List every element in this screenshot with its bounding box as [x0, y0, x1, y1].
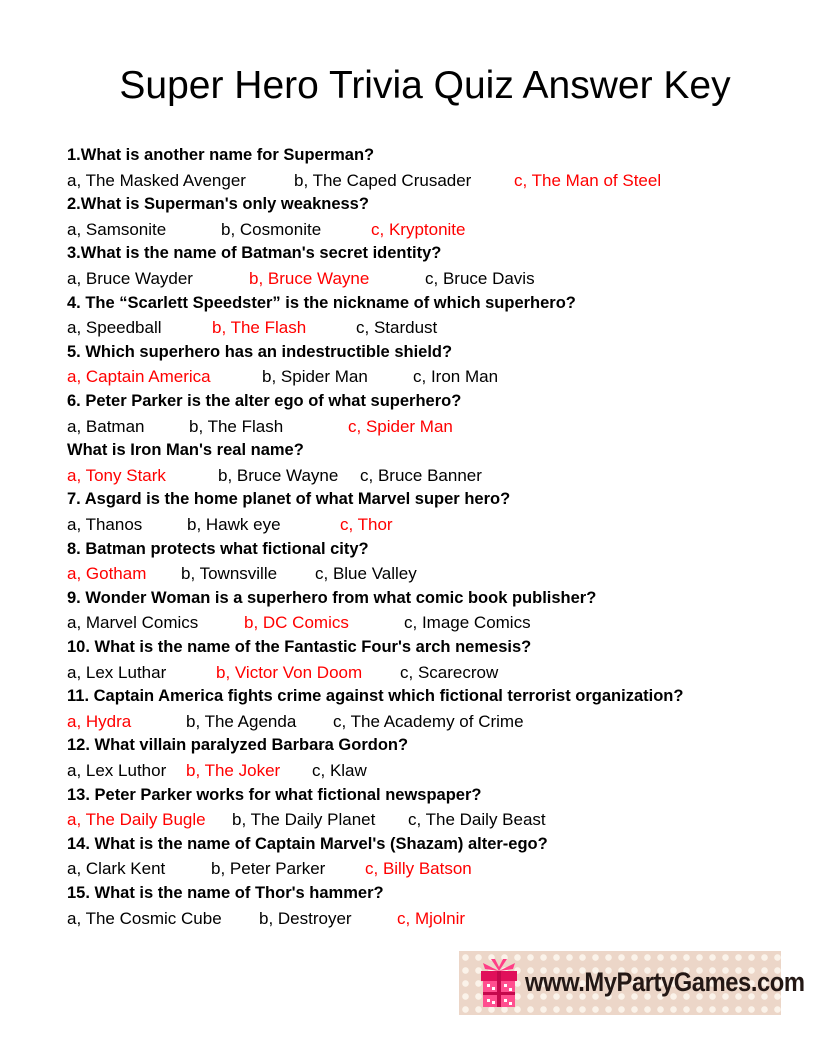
- answer-option: b, The Flash: [189, 416, 284, 436]
- answer-option: c, The Daily Beast: [408, 810, 546, 830]
- answer-option: b, Townsville: [181, 564, 278, 584]
- correct-answer: a, Captain America: [67, 367, 211, 387]
- question-text: 13. Peter Parker works for what fictional newspaper?: [67, 785, 482, 804]
- answer-option: b, Spider Man: [262, 367, 368, 387]
- question-text: 9. Wonder Woman is a superhero from what comic book publisher?: [67, 588, 597, 607]
- correct-answer: c, Mjolnir: [397, 908, 466, 928]
- question-text: 10. What is the name of the Fantastic Four's arch nemesis?: [67, 638, 532, 656]
- question-text: 8. Batman protects what fictional city?: [67, 539, 369, 558]
- logo-text: www.MyPartyGames.com: [525, 967, 805, 997]
- answer-option: a, The Cosmic Cube: [67, 908, 222, 928]
- page-title: Super Hero Trivia Quiz Answer Key: [119, 64, 731, 107]
- correct-answer: b, Victor Von Doom: [216, 662, 363, 682]
- question-text: 14. What is the name of Captain Marvel's (Shazam) alter-ego?: [67, 834, 548, 853]
- answer-option: c, Stardust: [356, 318, 438, 338]
- answer-option: b, The Daily Planet: [232, 810, 376, 830]
- correct-answer: c, Thor: [340, 515, 393, 534]
- question-text: 11. Captain America fights crime against which fictional terrorist organization?: [67, 687, 684, 706]
- question-text: 15. What is the name of Thor's hammer?: [67, 884, 384, 902]
- answer-option: c, Iron Man: [413, 367, 499, 387]
- correct-answer: a, Gotham: [67, 564, 147, 584]
- question-text: 4. The “Scarlett Speedster” is the nickname of which superhero?: [67, 293, 576, 312]
- answer-option: b, Destroyer: [259, 908, 352, 928]
- answer-option: b, Peter Parker: [211, 859, 326, 879]
- answer-option: a, Thanos: [67, 515, 143, 534]
- answer-option: b, The Agenda: [186, 711, 297, 731]
- answer-option: c, Image Comics: [404, 613, 531, 633]
- correct-answer: b, The Joker: [186, 761, 281, 780]
- correct-answer: c, The Man of Steel: [514, 170, 662, 190]
- answer-option: a, Speedball: [67, 318, 162, 338]
- question-text: 5. Which superhero has an indestructible shield?: [67, 342, 453, 361]
- answer-option: b, Bruce Wayne: [218, 465, 339, 485]
- correct-answer: b, The Flash: [212, 318, 307, 338]
- correct-answer: c, Billy Batson: [365, 859, 472, 879]
- answer-option: b, Cosmonite: [221, 219, 322, 239]
- question-text: 12. What villain paralyzed Barbara Gordon?: [67, 736, 409, 755]
- answer-option: a, Clark Kent: [67, 859, 166, 879]
- answer-option: b, The Caped Crusader: [294, 170, 472, 190]
- answer-option: a, The Masked Avenger: [67, 170, 246, 190]
- question-text: 3.What is the name of Batman's secret identity?: [67, 244, 442, 263]
- answer-option: b, Hawk eye: [187, 515, 281, 534]
- correct-answer: a, Hydra: [67, 711, 132, 731]
- correct-answer: b, DC Comics: [244, 613, 349, 633]
- site-logo[interactable]: [459, 951, 805, 1015]
- question-text: 6. Peter Parker is the alter ego of what superhero?: [67, 392, 462, 410]
- correct-answer: b, Bruce Wayne: [249, 269, 370, 288]
- question-text: 7. Asgard is the home planet of what Marvel super hero?: [67, 490, 511, 509]
- answer-option: a, Bruce Wayder: [67, 269, 193, 288]
- answer-option: a, Lex Luthor: [67, 761, 167, 780]
- correct-answer: a, The Daily Bugle: [67, 810, 206, 830]
- gift-box-icon: [479, 959, 519, 1009]
- answer-option: a, Samsonite: [67, 219, 167, 239]
- question-text: What is Iron Man's real name?: [67, 441, 304, 460]
- answer-option: c, Bruce Banner: [360, 465, 482, 485]
- answer-option: c, Scarecrow: [400, 662, 499, 682]
- answer-option: a, Marvel Comics: [67, 613, 199, 633]
- question-text: 1.What is another name for Superman?: [67, 146, 375, 164]
- question-text: 2.What is Superman's only weakness?: [67, 195, 369, 214]
- answer-option: a, Lex Luthar: [67, 662, 167, 682]
- answer-option: c, Bruce Davis: [425, 269, 535, 288]
- answer-option: c, Blue Valley: [315, 564, 417, 584]
- answer-option: c, The Academy of Crime: [333, 711, 524, 731]
- correct-answer: c, Spider Man: [348, 416, 453, 436]
- answer-option: c, Klaw: [312, 761, 367, 780]
- correct-answer: c, Kryptonite: [371, 219, 466, 239]
- correct-answer: a, Tony Stark: [67, 465, 166, 485]
- answer-option: a, Batman: [67, 416, 145, 436]
